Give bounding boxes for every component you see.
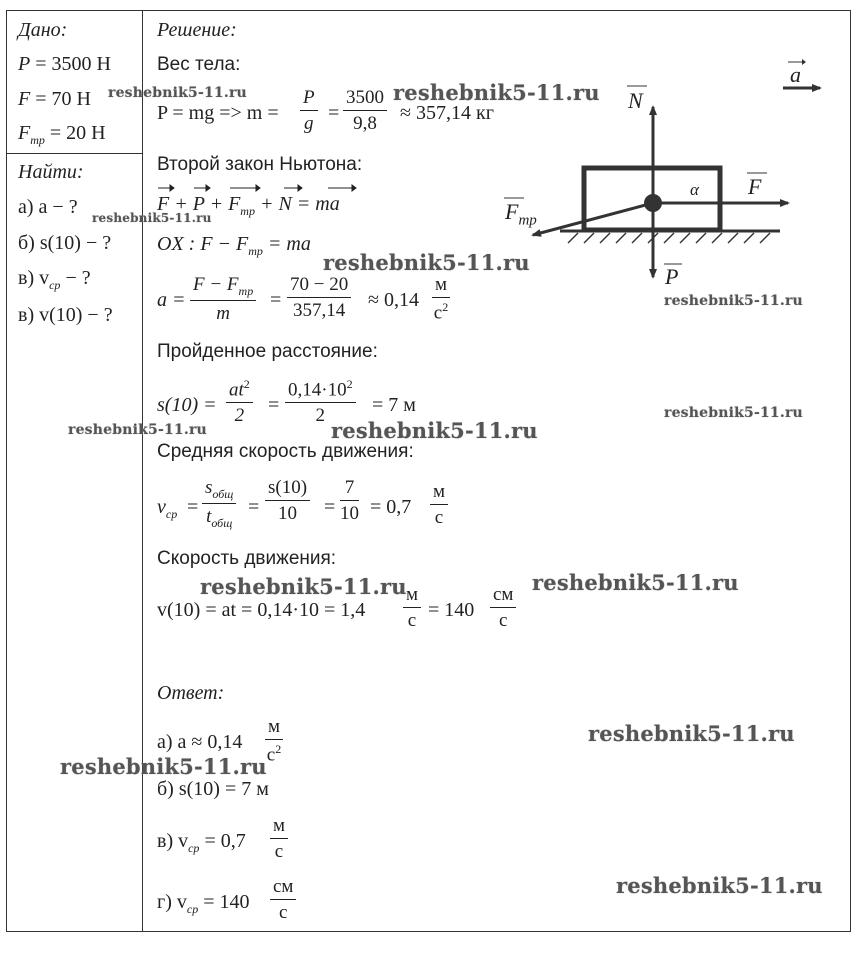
applied-force-label: F [748,174,762,199]
watermark: reshebnik5-11.ru [588,721,795,746]
friction-force-label: $F_{тр}$ [505,199,537,229]
accel-unit: м $с^2$ [433,274,449,324]
speed-mid: = 140 [428,599,475,621]
center-of-mass [644,194,662,212]
accel-left: a = [157,289,186,311]
given-item-friction: $F_{тр} = 20$ Н [18,122,106,147]
distance-fraction-2: $\frac{0,14\cdot 10^2}{2}$ [285,378,356,425]
avg-speed-label: Средняя скорость движения: [157,441,414,462]
accel-result: ≈ 0,14 [368,289,419,311]
distance-left: s(10) = [157,394,217,416]
avg-speed-result: = 0,7 [370,496,412,518]
answer-c-unit: м с [270,816,288,861]
watermark: reshebnik5-11.ru [331,418,538,443]
distance-result: = 7 м [372,394,416,416]
find-item-v10: в) v(10) − ? [18,304,113,326]
watermark: reshebnik5-11.ru [323,250,530,275]
mass-fraction-2: $\frac{3500}{9,8}$ [343,88,387,133]
watermark: reshebnik5-11.ru [60,754,267,779]
equals-sign: = [324,496,336,518]
given-header: Дано: [18,19,68,41]
answer-a-unit: м $с^2$ [266,716,282,766]
speed-equation: v(10) = at = 0,14·10 = 1,4 [157,599,366,621]
alpha-label: α [690,180,699,199]
watermark: reshebnik5-11.ru [616,873,823,898]
solution-header: Решение: [157,19,237,41]
find-header: Найти: [18,161,84,183]
watermark: reshebnik5-11.ru [108,85,247,101]
equals-sign: = [187,496,199,518]
given-item-weight: P = 3500 Н [18,53,111,75]
speed-unit-1: м с [403,585,421,630]
watermark: reshebnik5-11.ru [68,422,207,438]
mass-fraction-1: $\frac{P}{g}$ [300,88,318,133]
find-item-a: а) a − ? [18,196,78,218]
weight-label: P [665,264,679,289]
column-divider [142,11,143,931]
normal-force-label: N [628,88,643,113]
answer-d-unit: см с [270,877,296,922]
given-find-divider [7,153,143,154]
mass-equation: P = mg => m = [157,102,279,124]
watermark: reshebnik5-11.ru [393,80,600,105]
accel-fraction-1: $F - F_{тр}$ m [190,275,256,323]
avg-speed-unit: м с [430,482,448,527]
acceleration-label: a [790,62,801,87]
avg-speed-fraction-2: $\frac{s(10)}{10}$ [265,478,310,523]
weight-label: Вес тела: [157,54,241,75]
find-item-vavg: в) $v_{ср}$ − ? [18,267,91,292]
watermark: reshebnik5-11.ru [200,574,407,599]
avg-speed-fraction-3: $\frac{7}{10}$ [340,477,359,524]
watermark: reshebnik5-11.ru [532,570,739,595]
accel-fraction-2: $\frac{70 - 20}{357,14}$ [287,275,351,320]
speed-label: Скорость движения: [157,548,337,569]
distance-label: Пройденное расстояние: [157,341,378,362]
mass-result: ≈ 357,14 кг [400,102,494,124]
newton-law-label: Второй закон Ньютона: [157,154,363,175]
newton-vector-equation: $F + P + F_{тр} + N$ = ma [157,193,340,218]
watermark: reshebnik5-11.ru [664,293,803,309]
equals-sign: = [248,496,260,518]
watermark: reshebnik5-11.ru [92,211,212,225]
answer-a: а) a ≈ 0,14 [157,731,243,753]
equals-sign: = [268,394,280,416]
avg-speed-left: $v_{ср}$ [157,496,178,521]
watermark: reshebnik5-11.ru [664,405,803,421]
answer-header: Ответ: [157,682,225,704]
equals-sign: = [328,102,340,124]
ground-hatching [568,233,770,243]
speed-unit-2: см с [490,585,516,630]
ox-projection-equation: OX : $F - F_{тр}$ = ma [157,233,311,258]
equals-sign: = [270,289,282,311]
avg-speed-fraction-1: $s_{общ}$ $t_{общ}$ [202,478,236,529]
vector-arrows [156,183,366,193]
answer-d: г) $v_{ср} = 140$ [157,891,250,916]
find-item-s: б) s(10) − ? [18,232,112,254]
given-item-force: F = 70 Н [18,88,91,110]
answer-c: в) $v_{ср} = 0,7$ [157,830,246,855]
distance-fraction-1: $\frac{at^2}{2}$ [226,378,253,425]
answer-b: б) s(10) = 7 м [157,778,269,800]
